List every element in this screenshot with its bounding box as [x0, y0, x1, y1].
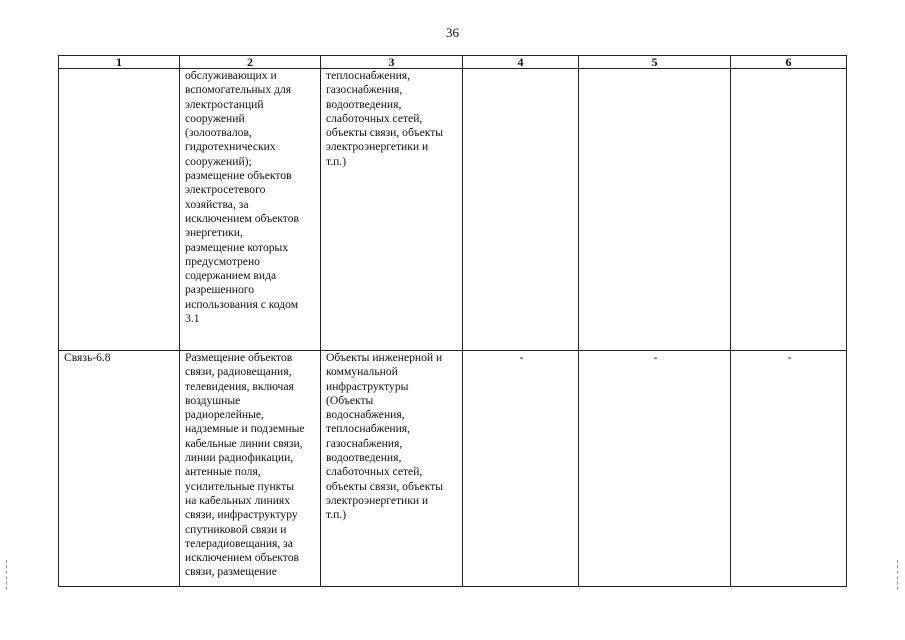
header-row	[59, 56, 847, 69]
table-cell	[579, 351, 731, 587]
cell-text: -	[653, 351, 658, 364]
land-use-table	[58, 55, 847, 587]
column-header-5: 5	[579, 56, 731, 69]
table-cell	[463, 69, 579, 351]
cell-text: Размещение объектов связи, радиовещания, телевидения, включая воздушные радиорелейные, надземные и подземные кабельные линии связи, линии радиофикации, антенные поля, усилительные пункты на кабельных линиях связи, инфраструктуру спутниковой связи и телерадиовещания, за исключением объектов связи, размещение	[185, 351, 305, 579]
cell-text: Связь-6.8	[64, 351, 111, 364]
column-header-2: 2	[180, 56, 321, 69]
cell-text: -	[787, 351, 792, 364]
cell-text: обслуживающих и вспомогательных для электростанций сооружений (золоотвалов, гидротехнических сооружений); размещение объектов электросетевого хозяйства, за исключением объектов энергетики, размещение которых предусмотрено содержанием вида разрешенного использования с кодом 3.1	[185, 69, 299, 326]
table-cell	[59, 69, 180, 351]
column-header-6: 6	[731, 56, 847, 69]
column-header-1: 1	[59, 56, 180, 69]
cell-text: теплоснабжения, газоснабжения, водоотведения, слаботочных сетей, объекты связи, объекты электроэнергетики и т.п.)	[326, 69, 444, 168]
cell-text: Объекты инженерной и коммунальной инфраструктуры (Объекты водоснабжения, теплоснабжения, газоснабжения, водоотведения, слаботочных сетей, объекты связи, объекты электроэнергетики и т.п.)	[326, 351, 444, 522]
scan-edge-mark	[897, 560, 900, 590]
table-row	[59, 69, 847, 351]
table-cell	[321, 351, 463, 587]
cell-text: -	[519, 351, 524, 364]
column-header-3: 3	[321, 56, 463, 69]
table-cell	[59, 351, 180, 587]
page-number: 36	[446, 25, 459, 40]
table-cell	[463, 351, 579, 587]
table-cell	[180, 69, 321, 351]
table-cell	[731, 351, 847, 587]
table-cell	[731, 69, 847, 351]
column-header-4: 4	[463, 56, 579, 69]
table-cell	[321, 69, 463, 351]
table-cell	[579, 69, 731, 351]
scan-edge-mark	[6, 560, 9, 590]
table-row	[59, 351, 847, 587]
table-cell	[180, 351, 321, 587]
